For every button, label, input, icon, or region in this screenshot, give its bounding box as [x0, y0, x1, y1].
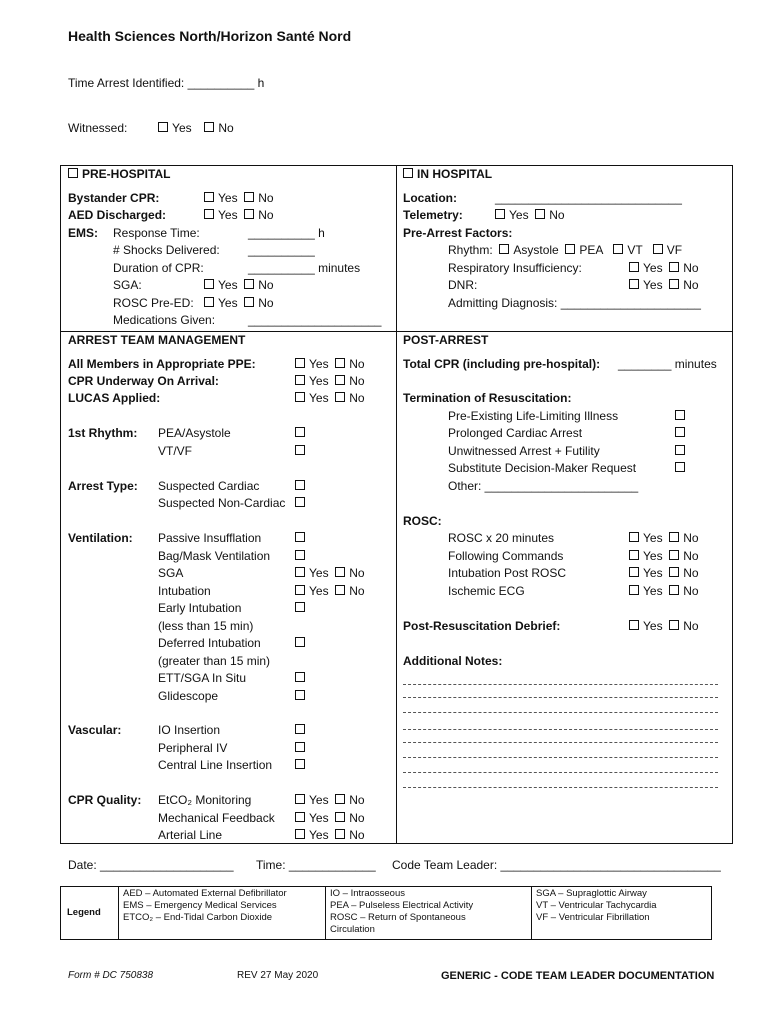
legend-col-1 [118, 887, 325, 939]
bystander-yes-checkbox[interactable] [204, 192, 214, 202]
termination-3-checkbox[interactable] [675, 445, 685, 455]
io-wrap [295, 722, 309, 740]
deferred-wrap [295, 635, 309, 653]
witnessed-row: Witnessed: Yes No [68, 121, 234, 135]
rosc-1-no-checkbox[interactable] [669, 532, 679, 542]
arrest-team-header: ARREST TEAM MANAGEMENT [68, 333, 246, 347]
resp-label: Respiratory Insufficiency: [448, 261, 582, 275]
lucas-label: LUCAS Applied: [68, 391, 161, 405]
ett-checkbox[interactable] [295, 672, 305, 682]
ems-label: EMS: [68, 226, 98, 240]
cline-wrap [295, 757, 309, 775]
response-time-field[interactable]: __________ h [248, 226, 325, 240]
bystander-cpr-options: Yes No [204, 190, 274, 208]
notes-line [403, 697, 718, 698]
t3-wrap [675, 443, 689, 461]
first-rhythm-label: 1st Rhythm: [68, 426, 138, 440]
bystander-no-checkbox[interactable] [244, 192, 254, 202]
pre-hospital-checkbox[interactable] [68, 168, 78, 178]
witnessed-yes-checkbox[interactable] [158, 122, 168, 132]
rosc-2-no-checkbox[interactable] [669, 550, 679, 560]
cline-label: Central Line Insertion [158, 758, 273, 772]
mech-no-checkbox[interactable] [335, 812, 345, 822]
vascular-label: Vascular: [68, 723, 122, 737]
termination-2-checkbox[interactable] [675, 427, 685, 437]
arrest-type-label: Arrest Type: [68, 479, 138, 493]
notes-line [403, 742, 718, 743]
t2-wrap [675, 425, 689, 443]
io-checkbox[interactable] [295, 724, 305, 734]
location-label: Location: [403, 191, 457, 205]
pea-asystole-label: PEA/Asystole [158, 426, 231, 440]
termination-3-label: Unwitnessed Arrest + Futility [448, 444, 600, 458]
notes-label: Additional Notes: [403, 654, 503, 668]
revision: REV 27 May 2020 [237, 970, 319, 981]
pre-hospital-header: PRE-HOSPITAL [68, 166, 170, 184]
early-label: Early Intubation [158, 601, 242, 615]
bagmask-wrap [295, 548, 309, 566]
rosc-label: ROSC: [403, 514, 442, 528]
ppe-label: All Members in Appropriate PPE: [68, 357, 256, 371]
termination-1-checkbox[interactable] [675, 410, 685, 420]
notes-line [403, 772, 718, 773]
bagmask-checkbox[interactable] [295, 550, 305, 560]
ett-wrap [295, 670, 309, 688]
piv-wrap [295, 740, 309, 758]
legend-entry: ETCO₂ – End-Tidal Carbon Dioxide [123, 912, 273, 923]
mech-options: Yes No [295, 810, 365, 828]
medications-field[interactable]: ____________________ [248, 313, 382, 327]
rosc-2-yes-checkbox[interactable] [629, 550, 639, 560]
intubation-yes-checkbox[interactable] [295, 585, 305, 595]
art-options: Yes No [295, 827, 365, 845]
dnr-yes-checkbox[interactable] [629, 279, 639, 289]
rosc-2-options: Yes No [629, 548, 699, 566]
time-field[interactable]: Time: _____________ [256, 858, 376, 872]
intubation-label: Intubation [158, 584, 211, 598]
passive-wrap [295, 530, 309, 548]
resp-yes-checkbox[interactable] [629, 262, 639, 272]
telemetry-yes-checkbox[interactable] [495, 209, 505, 219]
etco2-options: Yes No [295, 792, 365, 810]
legend-entry: IO – Intraosseous [330, 888, 405, 899]
total-cpr-field[interactable]: ________ minutes [618, 357, 717, 371]
rosc-2-label: Following Commands [448, 549, 564, 563]
legend-box [60, 886, 712, 940]
witnessed-label: Witnessed: [68, 121, 128, 135]
shocks-field[interactable]: __________ [248, 243, 315, 257]
rosc-pre-ed-yes-checkbox[interactable] [204, 297, 214, 307]
ppe-options: Yes No [295, 356, 365, 374]
location-field[interactable]: ____________________________ [495, 191, 682, 205]
t1-wrap [675, 408, 689, 426]
aed-options: Yes No [204, 207, 274, 225]
rosc-3-options: Yes No [629, 565, 699, 583]
rosc-1-label: ROSC x 20 minutes [448, 531, 555, 545]
pea-asystole-checkbox-wrap [295, 425, 309, 443]
lucas-options: Yes No [295, 390, 365, 408]
aed-yes-checkbox[interactable] [204, 209, 214, 219]
ppe-no-checkbox[interactable] [335, 358, 345, 368]
passive-checkbox[interactable] [295, 532, 305, 542]
table-divider-vertical [396, 165, 397, 844]
duration-field[interactable]: __________ minutes [248, 261, 361, 275]
early-sub-label: (less than 15 min) [158, 619, 254, 633]
art-label: Arterial Line [158, 828, 223, 842]
termination-4-checkbox[interactable] [675, 462, 685, 472]
document-title: GENERIC - CODE TEAM LEADER DOCUMENTATION [441, 970, 715, 982]
suspected-noncardiac-wrap [295, 495, 309, 513]
ppe-yes-checkbox[interactable] [295, 358, 305, 368]
telemetry-label: Telemetry: [403, 208, 463, 222]
sga-yes-checkbox[interactable] [204, 279, 214, 289]
bagmask-label: Bag/Mask Ventilation [158, 549, 271, 563]
pre-arrest-label: Pre-Arrest Factors: [403, 226, 513, 240]
cpr-underway-label: CPR Underway On Arrival: [68, 374, 219, 388]
table-border-left [60, 165, 61, 844]
table-border-right [732, 165, 733, 844]
suspected-noncardiac-checkbox[interactable] [295, 497, 305, 507]
debrief-options: Yes No [629, 618, 699, 636]
legend-label: Legend [67, 907, 101, 918]
termination-4-label: Substitute Decision-Maker Request [448, 461, 637, 475]
rosc-4-label: Ischemic ECG [448, 584, 525, 598]
notes-line [403, 787, 718, 788]
date-field[interactable]: Date: ____________________ [68, 858, 234, 872]
legend-entry: VF – Ventricular Fibrillation [536, 912, 650, 923]
form-number: Form # DC 750838 [68, 970, 154, 981]
rosc-1-options: Yes No [629, 530, 699, 548]
vt-vf-label: VT/VF [158, 444, 193, 458]
early-intubation-checkbox[interactable] [295, 602, 305, 612]
legend-entry: PEA – Pulseless Electrical Activity [330, 900, 474, 911]
rosc-4-options: Yes No [629, 583, 699, 601]
art-no-checkbox[interactable] [335, 829, 345, 839]
rosc-pre-ed-label: ROSC Pre-ED: [113, 296, 194, 310]
rosc-1-yes-checkbox[interactable] [629, 532, 639, 542]
rosc-3-no-checkbox[interactable] [669, 567, 679, 577]
ventilation-label: Ventilation: [68, 531, 133, 545]
debrief-no-checkbox[interactable] [669, 620, 679, 630]
etco2-label: EtCO₂ Monitoring [158, 793, 252, 807]
etco2-yes-checkbox[interactable] [295, 794, 305, 804]
vf-checkbox[interactable] [653, 244, 663, 254]
vt-checkbox[interactable] [613, 244, 623, 254]
aed-label: AED Discharged: [68, 208, 167, 222]
time-arrest-field[interactable]: Time Arrest Identified: __________ h [68, 76, 265, 90]
notes-line [403, 729, 718, 730]
rosc-3-label: Intubation Post ROSC [448, 566, 567, 580]
legend-entry: AED – Automated External Defibrillator [123, 888, 287, 899]
admitting-field[interactable]: Admitting Diagnosis: _____________________ [448, 296, 701, 310]
resp-no-checkbox[interactable] [669, 262, 679, 272]
termination-other-field[interactable]: Other: _______________________ [448, 479, 639, 493]
rosc-pre-ed-options: Yes No [204, 295, 274, 313]
lucas-no-checkbox[interactable] [335, 392, 345, 402]
io-label: IO Insertion [158, 723, 221, 737]
shocks-label: # Shocks Delivered: [113, 243, 220, 257]
deferred-label: Deferred Intubation [158, 636, 261, 650]
resp-options: Yes No [629, 260, 699, 278]
in-hospital-checkbox[interactable] [403, 168, 413, 178]
sga-label: SGA: [113, 278, 142, 292]
legend-entry: EMS – Emergency Medical Services [123, 900, 277, 911]
rosc-pre-ed-no-checkbox[interactable] [244, 297, 254, 307]
legend-entry: ROSC – Return of Spontaneous [330, 912, 466, 923]
suspected-cardiac-label: Suspected Cardiac [158, 479, 260, 493]
telemetry-no-checkbox[interactable] [535, 209, 545, 219]
cpr-underway-yes-checkbox[interactable] [295, 375, 305, 385]
aed-no-checkbox[interactable] [244, 209, 254, 219]
cpr-underway-no-checkbox[interactable] [335, 375, 345, 385]
cline-checkbox[interactable] [295, 759, 305, 769]
witnessed-no-checkbox[interactable] [204, 122, 214, 132]
in-hospital-header: IN HOSPITAL [403, 166, 492, 184]
suspected-noncardiac-label: Suspected Non-Cardiac [158, 496, 286, 510]
telemetry-options: Yes No [495, 207, 565, 225]
suspected-cardiac-checkbox[interactable] [295, 480, 305, 490]
termination-label: Termination of Resuscitation: [403, 391, 572, 405]
notes-line [403, 757, 718, 758]
rosc-3-yes-checkbox[interactable] [629, 567, 639, 577]
dnr-options: Yes No [629, 277, 699, 295]
piv-label: Peripheral IV [158, 741, 228, 755]
art-yes-checkbox[interactable] [295, 829, 305, 839]
intubation-no-checkbox[interactable] [335, 585, 345, 595]
piv-checkbox[interactable] [295, 742, 305, 752]
vent-sga-options: Yes No [295, 565, 365, 583]
termination-1-label: Pre-Existing Life-Limiting Illness [448, 409, 619, 423]
early-wrap [295, 600, 309, 618]
intubation-options: Yes No [295, 583, 365, 601]
first-rhythm-vt-checkbox[interactable] [295, 445, 305, 455]
deferred-intubation-checkbox[interactable] [295, 637, 305, 647]
page-title: Health Sciences North/Horizon Santé Nord [68, 28, 352, 44]
deferred-sub-label: (greater than 15 min) [158, 654, 271, 668]
medications-label: Medications Given: [113, 313, 216, 327]
sga-no-checkbox[interactable] [244, 279, 254, 289]
legend-col-2 [325, 887, 531, 939]
total-cpr-label: Total CPR (including pre-hospital): [403, 357, 601, 371]
mech-yes-checkbox[interactable] [295, 812, 305, 822]
legend-col-3 [531, 887, 711, 939]
suspected-cardiac-wrap [295, 478, 309, 496]
t4-wrap [675, 460, 689, 478]
response-time-label: Response Time: [113, 226, 200, 240]
vt-vf-checkbox-wrap [295, 443, 309, 461]
etco2-no-checkbox[interactable] [335, 794, 345, 804]
notes-line [403, 712, 718, 713]
sga-options: Yes No [204, 277, 274, 295]
vent-sga-label: SGA [158, 566, 184, 580]
debrief-label: Post-Resuscitation Debrief: [403, 619, 561, 633]
glide-wrap [295, 688, 309, 706]
first-rhythm-pea-checkbox[interactable] [295, 427, 305, 437]
lucas-yes-checkbox[interactable] [295, 392, 305, 402]
ett-label: ETT/SGA In Situ [158, 671, 247, 685]
glidescope-checkbox[interactable] [295, 690, 305, 700]
pea-checkbox[interactable] [565, 244, 575, 254]
legend-entry: VT – Ventricular Tachycardia [536, 900, 657, 911]
termination-2-label: Prolonged Cardiac Arrest [448, 426, 583, 440]
passive-label: Passive Insufflation [158, 531, 262, 545]
mech-label: Mechanical Feedback [158, 811, 275, 825]
rosc-4-no-checkbox[interactable] [669, 585, 679, 595]
legend-entry: Circulation [330, 924, 375, 935]
debrief-yes-checkbox[interactable] [629, 620, 639, 630]
dnr-no-checkbox[interactable] [669, 279, 679, 289]
asystole-checkbox[interactable] [499, 244, 509, 254]
duration-label: Duration of CPR: [113, 261, 204, 275]
rosc-4-yes-checkbox[interactable] [629, 585, 639, 595]
cpr-underway-options: Yes No [295, 373, 365, 391]
glide-label: Glidescope [158, 689, 219, 703]
vent-sga-no-checkbox[interactable] [335, 567, 345, 577]
cpr-quality-label: CPR Quality: [68, 793, 142, 807]
vent-sga-yes-checkbox[interactable] [295, 567, 305, 577]
rhythm-row: Rhythm: Asystole PEA VT VF [448, 243, 683, 257]
post-arrest-header: POST-ARREST [403, 333, 489, 347]
legend-entry: SGA – Supraglottic Airway [536, 888, 647, 899]
notes-line [403, 684, 718, 685]
dnr-label: DNR: [448, 278, 478, 292]
leader-field[interactable]: Code Team Leader: _________________________________ [392, 858, 721, 872]
bystander-cpr-label: Bystander CPR: [68, 191, 160, 205]
